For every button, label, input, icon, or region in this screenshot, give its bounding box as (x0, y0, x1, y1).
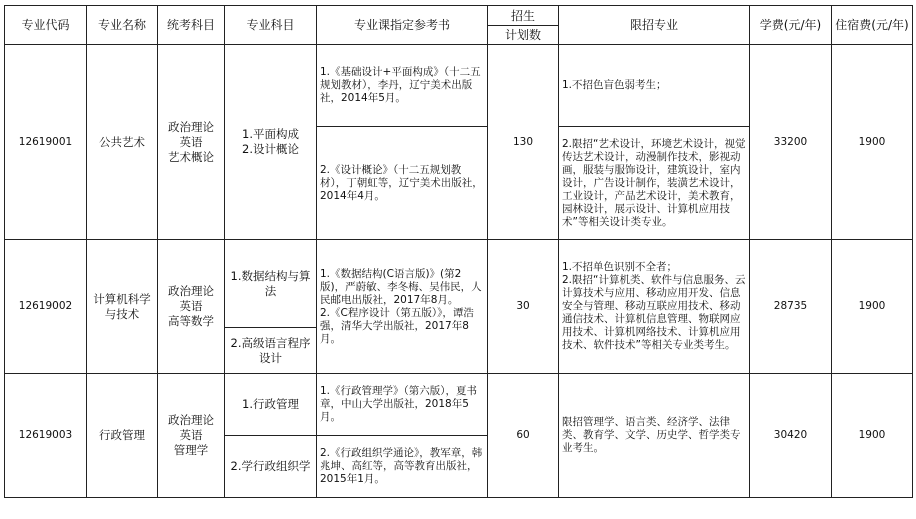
limit-group (559, 240, 750, 374)
reference-book: 2.《C程序设计（第五版）》，谭浩强，清华大学出版社，2017年8月。 (320, 306, 474, 345)
major-code: 12619002 (5, 240, 87, 374)
admissions-table (4, 5, 913, 498)
reference-book: 2.《设计概论》（十二五规划教材），丁朝虹等，辽宁美术出版社，2014年4月。 (317, 127, 488, 240)
header-row (5, 6, 913, 45)
dorm-fee: 1900 (832, 240, 913, 374)
reference-book: 1.《数据结构(C语言版)》(第2版)，严蔚敏、李冬梅、吴伟民，人民邮电出版社，2017年8月。 (320, 267, 482, 306)
table-row (5, 240, 913, 328)
major-subject: 2.学行政组织学 (225, 436, 317, 498)
major-name: 行政管理 (87, 374, 158, 498)
dorm-fee: 1900 (832, 374, 913, 498)
dorm-fee: 1900 (832, 45, 913, 240)
major-subject: 2.高级语言程序设计 (225, 328, 317, 374)
header-exam: 统考科目 (158, 6, 225, 45)
table-row (5, 45, 913, 127)
major-subject: 2.设计概论 (242, 142, 299, 156)
table-row (5, 374, 913, 436)
exam-subjects (158, 374, 225, 498)
major-subject: 1.数据结构与算法 (225, 240, 317, 328)
limit-text: 2.限招“计算机类、软件与信息服务、云计算技术与应用、移动应用开发、信息安全与管理、移动互联应用技术、移动通信技术、计算机信息管理、物联网应用技术、计算机网络技术、计算机应用技术、软件技术”等相关专业类考生。 (562, 274, 746, 351)
major-subject: 1.平面构成 (242, 127, 299, 141)
header-books: 专业课指定参考书 (317, 6, 488, 45)
exam-subject: 英语 (179, 134, 203, 149)
limit-text: 2.限招“艺术设计，环境艺术设计，视觉传达艺术设计，动漫制作技术，影视动画，服装与服饰设计，建筑设计，室内设计，广告设计制作，装潢艺术设计，工业设计，产品艺术设计，美术教育，园林设计，展示设计、计算机应用技术”等相关设计类专业。 (559, 127, 750, 240)
exam-subject: 英语 (179, 299, 203, 313)
limit-text: 限招管理学、语言类、经济学、法律类、教育学、文学、历史学、哲学类专业考生。 (559, 374, 750, 498)
exam-subjects (158, 240, 225, 374)
reference-book-group (317, 240, 488, 374)
limit-text: 1.不招单色识别不全者； (562, 261, 678, 273)
tuition: 33200 (750, 45, 832, 240)
major-subject: 1.行政管理 (225, 374, 317, 436)
tuition: 28735 (750, 240, 832, 374)
reference-book: 2.《行政组织学通论》，教军章，韩兆坤、高红等，高等教育出版社，2015年1月。 (317, 436, 488, 498)
header-plan-top: 招生 (488, 7, 558, 26)
header-name: 专业名称 (87, 6, 158, 45)
exam-subject: 管理学 (173, 443, 209, 457)
header-plan-bottom: 计划数 (504, 27, 541, 42)
header-subject: 专业科目 (225, 6, 317, 45)
header-tuition: 学费(元/年) (750, 6, 832, 45)
header-plan (488, 6, 559, 45)
header-code: 专业代码 (5, 6, 87, 45)
exam-subject: 政治理论 (168, 413, 214, 427)
tuition: 30420 (750, 374, 832, 498)
exam-subjects (158, 45, 225, 240)
plan-count: 60 (488, 374, 559, 498)
major-subjects (225, 45, 317, 240)
major-name: 公共艺术 (87, 45, 158, 240)
exam-subject: 政治理论 (168, 119, 214, 134)
major-code: 12619003 (5, 374, 87, 498)
exam-subject: 政治理论 (168, 284, 214, 298)
plan-count: 30 (488, 240, 559, 374)
exam-subject: 英语 (179, 428, 203, 442)
reference-book: 1.《基础设计+平面构成》（十二五规划教材），李丹，辽宁美术出版社，2014年5月。 (317, 45, 488, 127)
limit-text: 1.不招色盲色弱考生； (559, 45, 750, 127)
reference-book: 1.《行政管理学》（第六版），夏书章，中山大学出版社，2018年5月。 (317, 374, 488, 436)
exam-subject: 高等数学 (168, 314, 214, 328)
major-name: 计算机科学与技术 (87, 240, 158, 374)
major-code: 12619001 (5, 45, 87, 240)
exam-subject: 艺术概论 (168, 149, 214, 164)
plan-count: 130 (488, 45, 559, 240)
header-limit: 限招专业 (559, 6, 750, 45)
header-dorm: 住宿费(元/年) (832, 6, 913, 45)
